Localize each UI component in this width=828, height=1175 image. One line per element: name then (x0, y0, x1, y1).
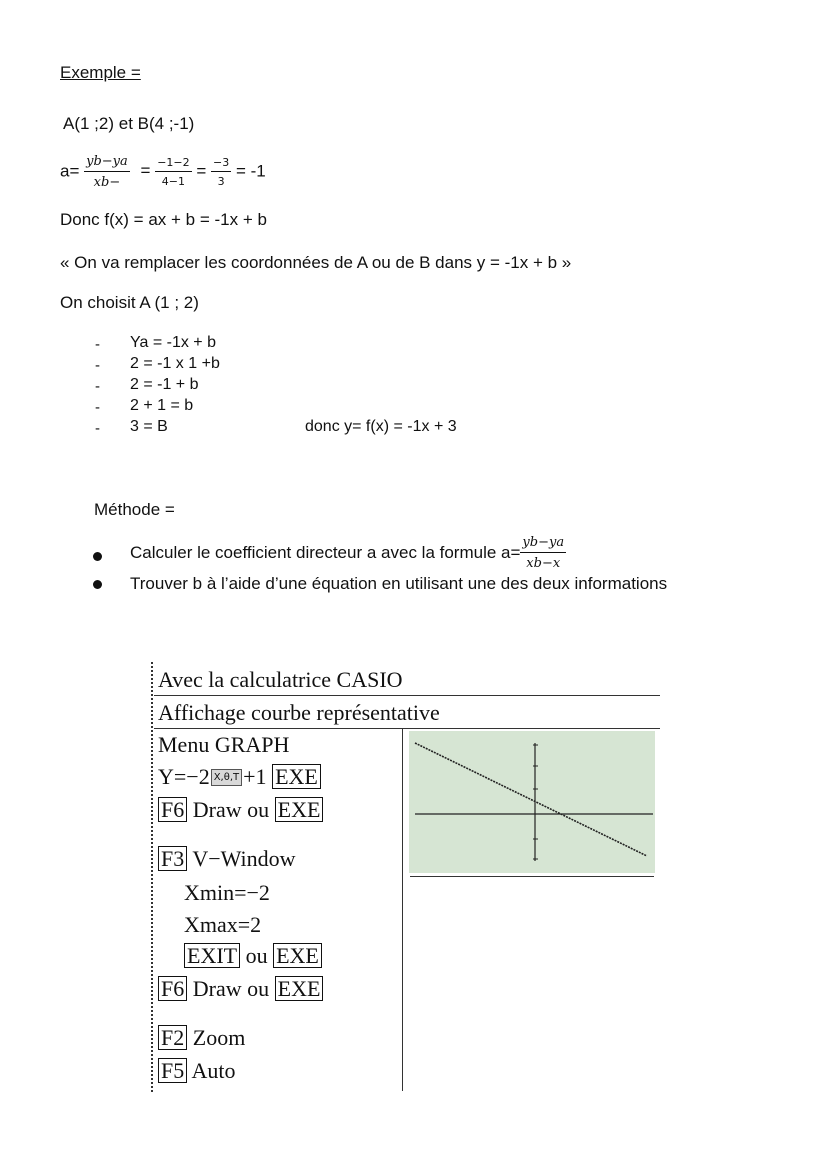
slope-eq-1: = (140, 161, 151, 181)
zoom-label: Zoom (192, 1025, 246, 1050)
step-item: 2 = -1 x 1 +b (130, 355, 220, 372)
step-item: 3 = B (130, 418, 168, 435)
step-marker: - (95, 378, 100, 395)
f6-key: F6 (158, 976, 187, 1001)
slope-formula (60, 155, 266, 189)
casio-exit-line (184, 943, 322, 969)
method-bullet-1 (130, 536, 566, 570)
ou-label: ou (245, 943, 268, 968)
bullet1-frac-denominator: xb−x (526, 556, 561, 571)
eq-suffix: +1 (243, 764, 267, 789)
step-marker: - (95, 420, 100, 437)
casio-inner-rule (402, 729, 403, 1091)
auto-label: Auto (191, 1058, 236, 1083)
slope-fraction-2 (155, 157, 191, 187)
casio-xmax: Xmax=2 (184, 912, 262, 937)
frac1-denominator: xb− (93, 175, 121, 190)
example-heading: Exemple = (60, 63, 141, 82)
step-marker: - (95, 336, 100, 353)
casio-menu: Menu GRAPH (158, 732, 290, 757)
draw-ou-label: Draw ou (192, 797, 270, 822)
slope-fraction-3 (211, 157, 231, 187)
frac2-numerator: −1−2 (155, 157, 191, 172)
casio-vwindow-line (158, 846, 296, 872)
frac1-numerator: yb−ya (84, 155, 130, 172)
draw-ou-label: Draw ou (192, 976, 270, 1001)
exe-key: EXE (272, 764, 321, 789)
bullet-dot (93, 580, 102, 589)
slope-eq-2: = (196, 161, 207, 181)
casio-draw-line-2 (158, 976, 323, 1002)
bullet1-text: Calculer le coefficient directeur a avec la formule a= (130, 543, 521, 562)
calculator-graph (409, 731, 655, 873)
graph-background (409, 731, 655, 873)
step-item: 2 + 1 = b (130, 397, 194, 414)
step-item: Ya = -1x + b (130, 334, 216, 351)
casio-rule-2 (154, 728, 660, 729)
casio-draw-line-1 (158, 797, 323, 823)
f5-key: F5 (158, 1058, 187, 1083)
slope-result: = -1 (235, 161, 266, 181)
choose-line: On choisit A (1 ; 2) (60, 293, 199, 312)
frac3-denominator: 3 (217, 175, 225, 188)
f6-key: F6 (158, 797, 187, 822)
points-line: A(1 ;2) et B(4 ;-1) (63, 114, 195, 133)
step-item: 2 = -1 + b (130, 376, 199, 393)
exe-key: EXE (275, 797, 324, 822)
quote-line: « On va remplacer les coordonnées de A ou de B dans y = -1x + b » (60, 253, 572, 272)
frac2-denominator: 4−1 (161, 175, 186, 188)
casio-equation (158, 764, 321, 790)
vwindow-label: V−Window (192, 846, 296, 871)
casio-xmin: Xmin=−2 (184, 880, 270, 905)
casio-title: Avec la calculatrice CASIO (158, 667, 403, 692)
casio-rule-1 (154, 695, 660, 696)
x-theta-t-key: X,θ,T (211, 769, 242, 786)
casio-zoom-line (158, 1025, 245, 1051)
conclusion-line: donc y= f(x) = -1x + 3 (305, 418, 457, 435)
step-marker: - (95, 399, 100, 416)
casio-rule-3 (410, 876, 654, 877)
exe-key: EXE (273, 943, 322, 968)
bullet1-fraction (520, 536, 566, 570)
f3-key: F3 (158, 846, 187, 871)
exit-key: EXIT (184, 943, 240, 968)
casio-subtitle: Affichage courbe représentative (158, 700, 440, 725)
slope-prefix: a= (60, 161, 80, 181)
donc-line: Donc f(x) = ax + b = -1x + b (60, 210, 267, 229)
method-bullet-2: Trouver b à l’aide d’une équation en utilisant une des deux informations (130, 574, 668, 593)
frac3-numerator: −3 (211, 157, 231, 172)
step-marker: - (95, 357, 100, 374)
bullet1-frac-numerator: yb−ya (520, 536, 566, 553)
bullet-dot (93, 552, 102, 561)
slope-fraction-1 (84, 155, 130, 189)
casio-left-rule (151, 662, 153, 1092)
exe-key: EXE (275, 976, 324, 1001)
eq-prefix: Y=−2 (158, 764, 210, 789)
f2-key: F2 (158, 1025, 187, 1050)
casio-auto-line (158, 1058, 236, 1084)
method-heading: Méthode = (94, 500, 175, 519)
